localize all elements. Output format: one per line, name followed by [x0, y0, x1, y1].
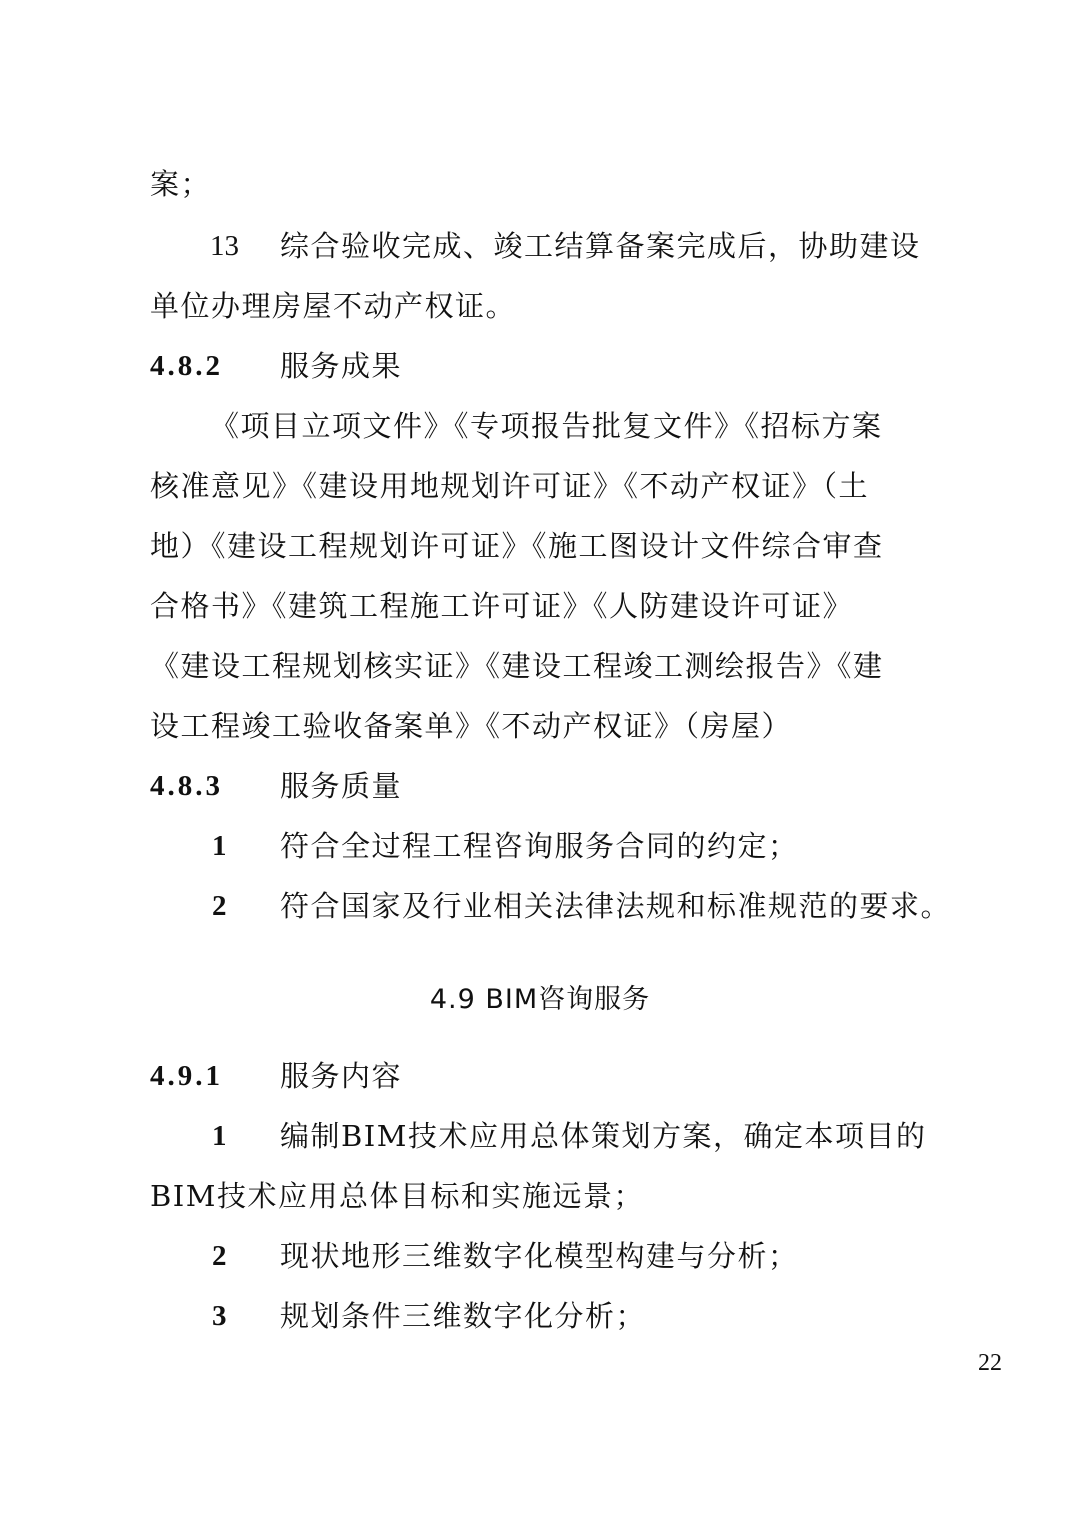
- text-line: 规划条件三维数字化分析；: [280, 1299, 647, 1333]
- text-line: 符合全过程工程咨询服务合同的约定；: [280, 829, 799, 863]
- heading-number: 4.9.1: [150, 1060, 223, 1092]
- text-line: 综合验收完成、竣工结算备案完成后，协助建设: [280, 229, 921, 263]
- heading-title: 服务成果: [280, 349, 403, 383]
- section-title: 4.9 BIM咨询服务: [429, 984, 651, 1015]
- page-number: 22: [978, 1350, 1002, 1376]
- item-number: 2: [212, 890, 229, 922]
- text-line: 《项目立项文件》《专项报告批复文件》《招标方案: [210, 409, 883, 443]
- heading-number: 4.8.3: [150, 770, 223, 802]
- text-line: 合格书》《建筑工程施工许可证》《人防建设许可证》: [150, 589, 854, 623]
- text-line: BIM技术应用总体目标和实施远景；: [150, 1179, 644, 1213]
- text-line: 核准意见》《建设用地规划许可证》《不动产权证》（土: [150, 469, 870, 503]
- text-line: 《建设工程规划核实证》《建设工程竣工测绘报告》《建: [150, 649, 884, 683]
- text-line: 编制BIM技术应用总体策划方案，确定本项目的: [280, 1119, 927, 1153]
- item-number: 13: [210, 230, 239, 262]
- item-number: 1: [212, 1120, 229, 1152]
- text-line: 单位办理房屋不动产权证。: [150, 289, 517, 323]
- text-line: 设工程竣工验收备案单》《不动产权证》（房屋）: [150, 709, 793, 743]
- text-line: 现状地形三维数字化模型构建与分析；: [280, 1239, 799, 1273]
- heading-number: 4.8.2: [150, 350, 223, 382]
- text-line: 案；: [150, 167, 212, 201]
- heading-title: 服务质量: [280, 769, 403, 803]
- text-line: 符合国家及行业相关法律法规和标准规范的要求。: [280, 889, 952, 923]
- text-line: 地）《建设工程规划许可证》《施工图设计文件综合审查: [150, 529, 884, 563]
- item-number: 1: [212, 830, 229, 862]
- heading-title: 服务内容: [280, 1059, 403, 1093]
- item-number: 3: [212, 1300, 229, 1332]
- item-number: 2: [212, 1240, 229, 1272]
